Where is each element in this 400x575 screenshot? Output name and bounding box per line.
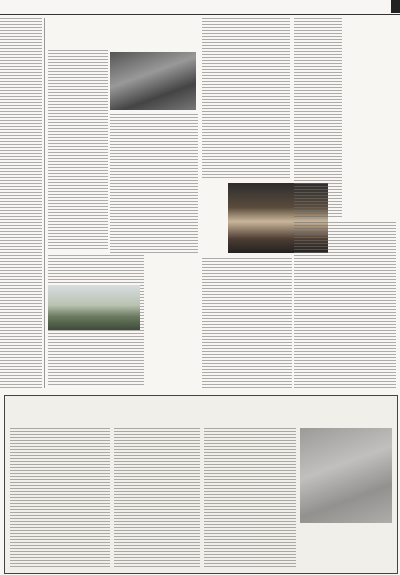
ad-photo bbox=[300, 428, 392, 523]
ad-text bbox=[114, 428, 200, 568]
right-article-text bbox=[294, 18, 342, 218]
main-article-photo bbox=[110, 52, 196, 110]
main-article-text bbox=[110, 114, 198, 254]
ad-text bbox=[10, 428, 110, 568]
ethiopia-photo bbox=[48, 285, 140, 330]
masthead-rule bbox=[0, 14, 400, 15]
ad-text bbox=[204, 428, 296, 568]
column-divider bbox=[44, 18, 45, 388]
middle-article-text bbox=[202, 258, 292, 388]
right-article-text bbox=[294, 222, 396, 388]
main-article-text bbox=[48, 50, 108, 250]
left-column-text bbox=[0, 18, 42, 388]
page-number bbox=[391, 0, 400, 13]
middle-article-text bbox=[202, 18, 290, 178]
